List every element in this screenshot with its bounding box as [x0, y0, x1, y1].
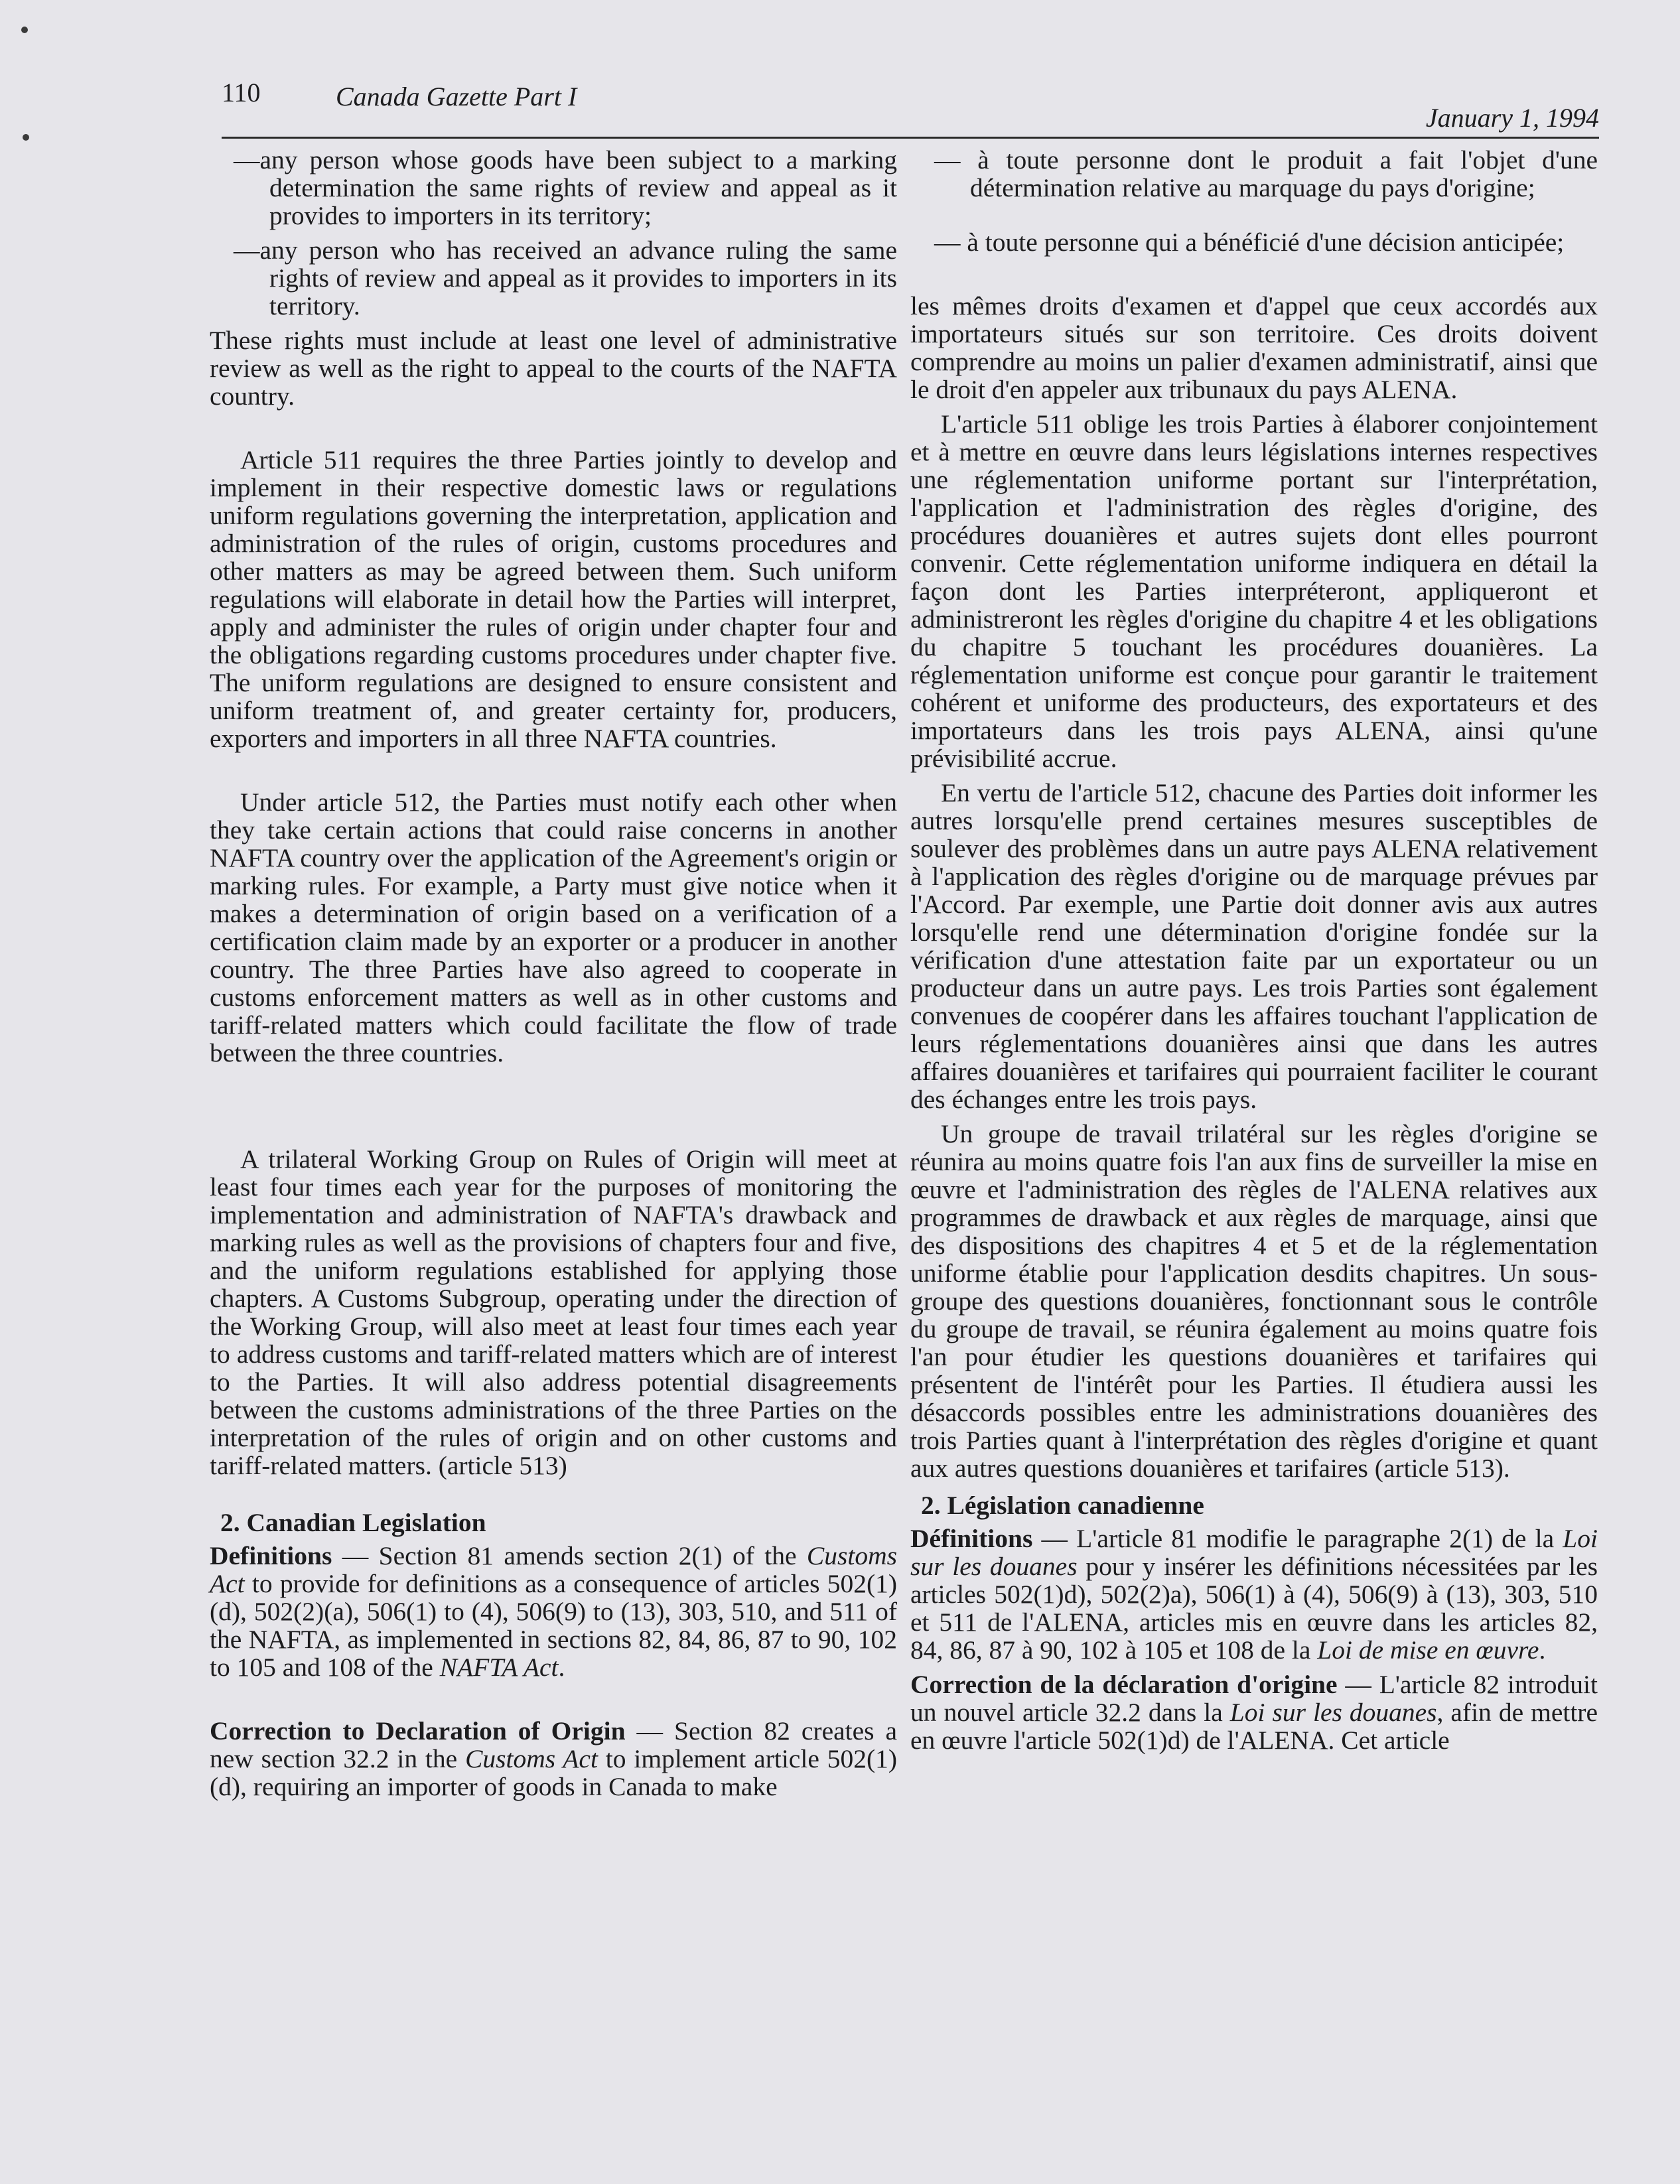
fr-term-correction: Correction de la déclaration d'origine [910, 1670, 1338, 1699]
fr-bullet-marquage: — à toute personne dont le produit a fait l'objet d'une détermination relative au marquage du pays d'origine; [934, 145, 1598, 202]
fr-para-article-511: L'article 511 oblige les trois Parties à élaborer conjointement et à mettre en œuvre dans leurs législations internes respectives une réglementation uniforme portant sur l'interprétation, l'application et l'administration des règles d'origine, des procédures douanières et autres sujets dont elles pourront convenir. Cette réglementation uniforme indiquera en détail la façon dont les Parties interpréteront, appliqueront et administreront les règles d'origine du chapitre 4 et les obligations du chapitre 5 touchant les procédures douanières. La réglementation uniforme est conçue pour garantir le traitement cohérent et uniforme des producteurs, des exportateurs et des importateurs dans les trois pays ALENA, ainsi qu'une prévisibilité accrue. [910, 409, 1598, 773]
page-number: 110 [222, 78, 261, 107]
fr-para-article-512: En vertu de l'article 512, chacune des Parties doit informer les autres lorsqu'elle prend certaines mesures susceptibles de soulever des problèmes dans un autre pays ALENA relativement à l'application des règles d'origine ou de marquage prévues par l'Accord. Par exemple, une Partie doit donner avis aux autres lorsqu'elle rend une détermination d'origine fondée sur la vérification d'une attestation faite par un exportateur ou un producteur dans un autre pays. Les trois Parties sont également convenues de coopérer dans les affaires touchant l'application de leurs réglementations douanières ainsi que dans les autres affaires douanières et tarifaires qui pourraient faciliter le courant des échanges entre les trois pays. [910, 778, 1598, 1114]
binding-hole-mark [23, 134, 29, 141]
fr-para-article-513: Un groupe de travail trilatéral sur les règles d'origine se réunira au moins quatre fois l'an aux fins de surveiller la mise en œuvre et l'administration des règles de l'ALENA relatives aux programmes de drawback et aux règles de marquage, ainsi que des dispositions des chapitres 4 et 5 et de la réglementation uniforme établie pour l'application desdits chapitres. Un sous-groupe des questions douanières, fonctionnant sous le contrôle du groupe de travail, se réunira également au moins quatre fois l'an pour étudier les questions douanières et tarifaires qui présentent de l'intérêt pour les Parties. Il étudiera aussi les désaccords possibles entre les administrations douanières des trois Parties quant à l'interprétation des règles d'origine et quant aux autres questions douanières et tarifaires (article 513). [910, 1119, 1598, 1483]
fr-term-definitions: Définitions [910, 1524, 1033, 1553]
binding-hole-mark [21, 27, 28, 33]
en-term-correction: Correction to Declaration of Origin [210, 1716, 626, 1745]
fr-para-correction: Correction de la déclaration d'origine — L'article 82 introduit un nouvel article 32.2 dans la Loi sur les douanes, afin de mettre en œuvre l'article 502(1)d) de l'ALENA. Cet article [910, 1670, 1598, 1755]
en-heading-canadian-legislation: 2. Canadian Legislation [220, 1508, 486, 1537]
fr-heading-legislation-canadienne: 2. Législation canadienne [921, 1491, 1204, 1520]
en-para-rights: These rights must include at least one level of administrative review as well as the right to appeal to the courts of the NAFTA country. [210, 326, 897, 411]
publication-title: Canada Gazette Part I [336, 82, 577, 111]
running-head [222, 77, 1599, 139]
fr-bullet-decision-anticipee: — à toute personne qui a bénéficié d'une décision anticipée; [934, 228, 1565, 257]
en-term-definitions: Definitions [210, 1541, 332, 1570]
en-bullet-marking: —any person whose goods have been subject to a marking determination the same rights of review and appeal as it provides to importers in its territory; [234, 145, 897, 230]
en-para-article-511: Article 511 requires the three Parties jointly to develop and implement in their respective domestic laws or regulations uniform regulations governing the interpretation, application and administration of the rules of origin, customs procedures and other matters as may be agreed between them. Such uniform regulations will elaborate in detail how the Parties will interpret, apply and administer the rules of origin under chapter four and the obligations regarding customs procedures under chapter five. The uniform regulations are designed to ensure consistent and uniform treatment of, and greater certainty for, producers, exporters and importers in all three NAFTA countries. [210, 445, 897, 753]
en-para-article-513: A trilateral Working Group on Rules of Origin will meet at least four times each year for the purposes of monitoring the implementation and administration of NAFTA's drawback and marking rules as well as the provisions of chapters four and five, and the uniform regulations established for applying those chapters. A Customs Subgroup, operating under the direction of the Working Group, will also meet at least four times each year to address customs and tariff-related matters which are of interest to the Parties. It will also address potential disagreements between the customs administrations of the three Parties on the interpretation of the rules of origin and on other customs and tariff-related matters. (article 513) [210, 1144, 897, 1480]
fr-para-droits: les mêmes droits d'examen et d'appel que ceux accordés aux importateurs situés sur son territoire. Ces droits doivent comprendre au moins un palier d'examen administratif, ainsi que le droit d'en appeler aux tribunaux du pays ALENA. [910, 291, 1598, 404]
en-para-definitions: Definitions — Section 81 amends section 2(1) of the Customs Act to provide for definitions as a consequence of articles 502(1)(d), 502(2)(a), 506(1) to (4), 506(9) to (13), 303, 510, and 511 of the NAFTA, as implemented in sections 82, 84, 86, 87 to 90, 102 to 105 and 108 of the NAFTA Act. [210, 1541, 897, 1682]
en-para-correction: Correction to Declaration of Origin — Section 82 creates a new section 32.2 in the Customs Act to implement article 502(1)(d), requiring an importer of goods in Canada to make [210, 1716, 898, 1801]
issue-date: January 1, 1994 [1425, 103, 1599, 133]
english-column [210, 146, 897, 1801]
en-para-article-512: Under article 512, the Parties must notify each other when they take certain actions that could raise concerns in another NAFTA country over the application of the Agreement's origin or marking rules. For example, a Party must give notice when it makes a determination of origin based on a verification of a certification claim made by an exporter or a producer in another country. The three Parties have also agreed to cooperate in customs enforcement matters as well as in other customs and tariff-related matters which could facilitate the flow of trade between the three countries. [210, 787, 897, 1067]
en-bullet-advance-ruling: —any person who has received an advance ruling the same rights of review and appeal as it provides to importers in its territory. [234, 236, 897, 320]
fr-para-definitions: Définitions — L'article 81 modifie le paragraphe 2(1) de la Loi sur les douanes pour y insérer les définitions nécessitées par les articles 502(1)d), 502(2)a), 506(1) à (4), 506(9) à (13), 303, 510 et 511 de l'ALENA, articles mis en œuvre dans les articles 82, 84, 86, 87 à 90, 102 à 105 et 108 de la Loi de mise en œuvre. [910, 1524, 1598, 1665]
french-column [910, 146, 1598, 1754]
